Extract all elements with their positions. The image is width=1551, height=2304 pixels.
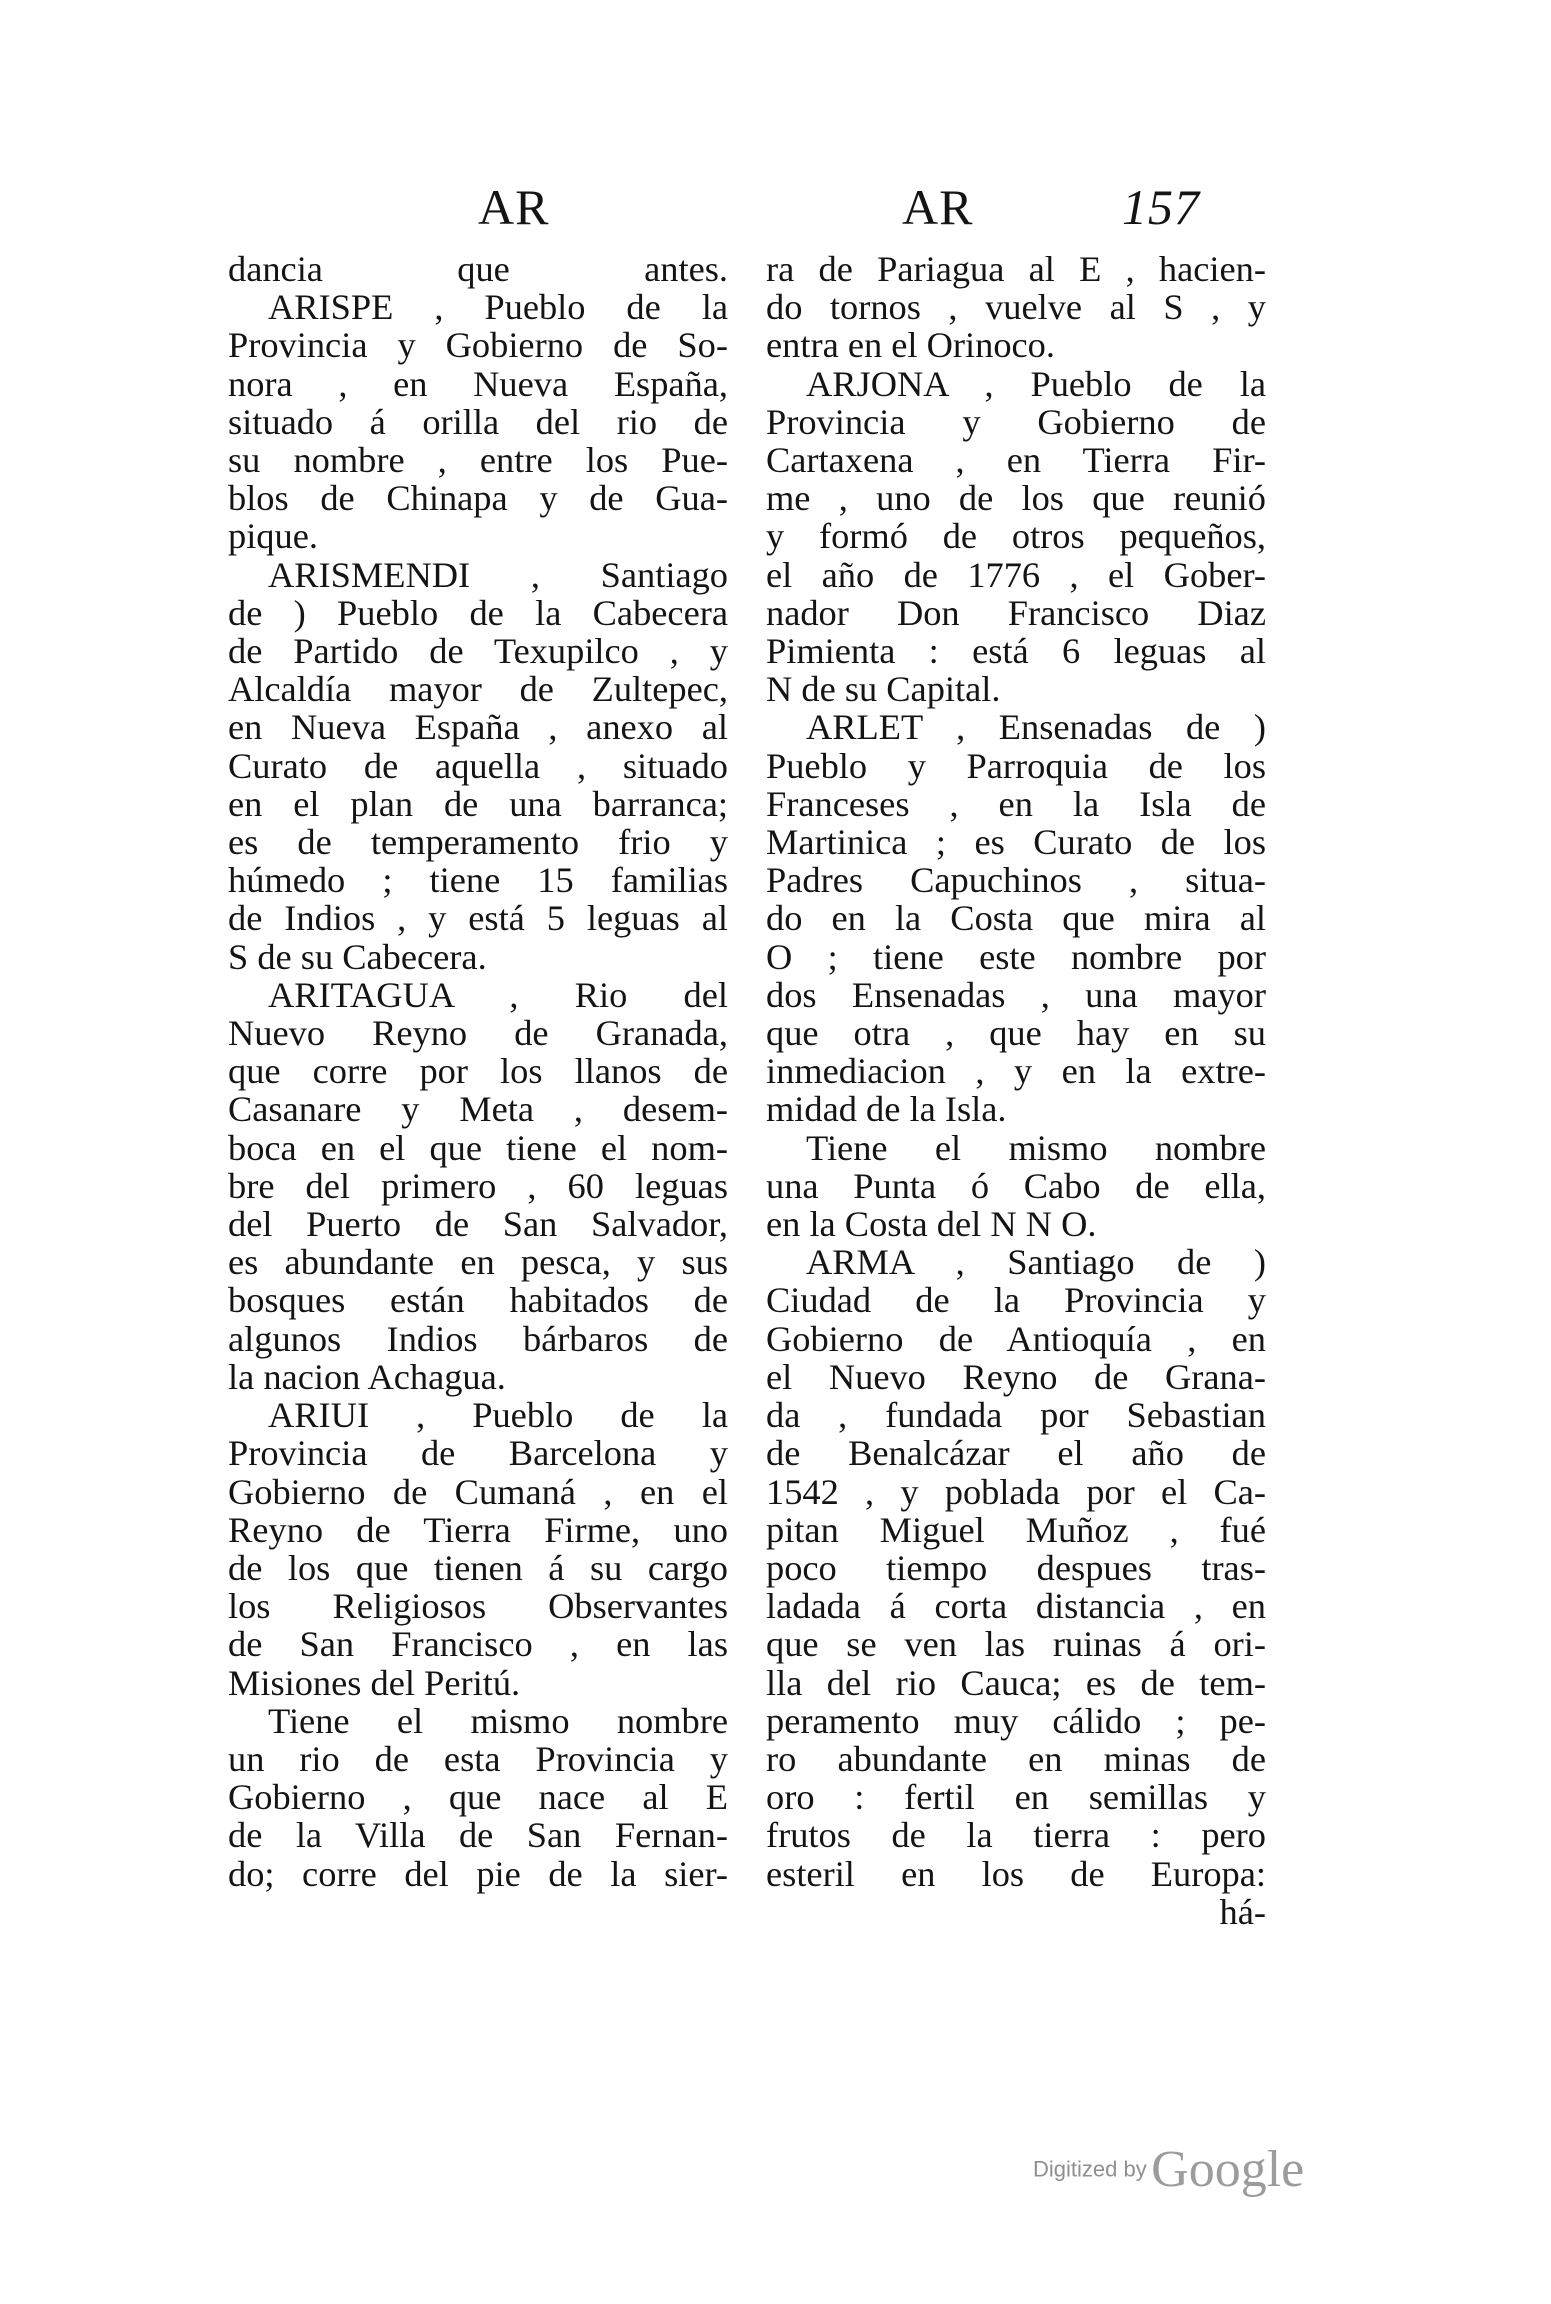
text-line: que se ven las ruinas á ori- [766,1624,1266,1665]
text-line: do tornos , vuelve al S , y [766,287,1266,328]
text-line: ladada á corta distancia , en [766,1586,1266,1627]
text-line: es abundante en pesca, y sus [228,1242,728,1283]
text-line: Pimienta : está 6 leguas al [766,631,1266,672]
text-line: oro : fertil en semillas y [766,1777,1266,1818]
text-line: algunos Indios bárbaros de [228,1318,728,1359]
text-line: el Nuevo Reyno de Grana- [766,1356,1266,1397]
text-line: ARIUI , Pueblo de la [268,1395,728,1436]
text-line: Gobierno , que nace al E [228,1777,728,1818]
text-line: da , fundada por Sebastian [766,1395,1266,1436]
text-line: N de su Capital. [766,669,1001,710]
text-line: Gobierno de Antioquía , en [766,1318,1266,1359]
text-line: blos de Chinapa y de Gua- [228,478,728,519]
text-line: S de su Cabecera. [228,936,487,977]
running-head-right: AR [902,179,974,235]
text-line: ARISPE , Pueblo de la [268,287,728,328]
running-head-left: AR [478,179,550,235]
page-number: 157 [1122,179,1200,235]
text-line: nora , en Nueva España, [228,363,728,404]
text-line: entra en el Orinoco. [766,325,1055,366]
text-line: peramento muy cálido ; pe- [766,1700,1266,1741]
text-line: de Indios , y está 5 leguas al [228,898,728,939]
text-line: ro abundante en minas de [766,1738,1266,1779]
text-line: que otra , que hay en su [766,1013,1266,1054]
text-line: en el plan de una barranca; [228,783,728,824]
text-line: Martinica ; es Curato de los [766,822,1266,863]
text-line: Pueblo y Parroquia de los [766,745,1266,786]
watermark-prefix: Digitized by [1033,2156,1147,2182]
text-line: Provincia y Gobierno de [766,401,1266,442]
text-line: frutos de la tierra : pero [766,1815,1266,1856]
text-line: y formó de otros pequeños, [766,516,1266,557]
digitized-watermark [1033,2140,1304,2199]
text-line: de Partido de Texupilco , y [228,631,728,672]
text-line: dos Ensenadas , una mayor [766,974,1266,1015]
text-line: Padres Capuchinos , situa- [766,860,1266,901]
text-line: Franceses , en la Isla de [766,783,1266,824]
text-line: es de temperamento frio y [228,822,728,863]
text-line: ARLET , Ensenadas de ) [806,707,1266,748]
text-line: lla del rio Cauca; es de tem- [766,1662,1266,1703]
text-line: ARISMENDI , Santiago [268,554,728,595]
text-line: Nuevo Reyno de Granada, [228,1013,728,1054]
google-logo: Google [1151,2141,1305,2198]
text-line: pique. [228,516,318,557]
text-line: 1542 , y poblada por el Ca- [766,1471,1266,1512]
text-line: en la Costa del N N O. [766,1204,1097,1245]
text-line: Cartaxena , en Tierra Fir- [766,440,1266,481]
text-line: ARMA , Santiago de ) [806,1242,1266,1283]
text-line: el año de 1776 , el Gober- [766,554,1266,595]
text-line: situado á orilla del rio de [228,401,728,442]
text-line: en Nueva España , anexo al [228,707,728,748]
text-line: de la Villa de San Fernan- [228,1815,728,1856]
text-line: de San Francisco , en las [228,1624,728,1665]
text-line: Misiones del Peritú. [228,1662,521,1703]
text-line: los Religiosos Observantes [228,1586,728,1627]
text-line: su nombre , entre los Pue- [228,440,728,481]
text-line: poco tiempo despues tras- [766,1547,1266,1588]
text-line: me , uno de los que reunió [766,478,1266,519]
text-line: que corre por los llanos de [228,1051,728,1092]
text-line: de ) Pueblo de la Cabecera [228,592,728,633]
text-line: bre del primero , 60 leguas [228,1165,728,1206]
text-line: dancia que antes. [228,249,728,289]
text-line: de los que tienen á su cargo [228,1547,728,1588]
text-line: Alcaldía mayor de Zultepec, [228,669,728,710]
text-line: pitan Miguel Muñoz , fué [766,1509,1266,1550]
text-line: una Punta ó Cabo de ella, [766,1165,1266,1206]
text-line: O ; tiene este nombre por [766,936,1266,977]
text-line: ra de Pariagua al E , hacien- [766,249,1266,289]
text-line: nador Don Francisco Diaz [766,592,1266,633]
left-column [228,250,728,1893]
text-line: ARJONA , Pueblo de la [806,363,1266,404]
text-line: Tiene el mismo nombre [268,1700,728,1741]
text-line: boca en el que tiene el nom- [228,1127,728,1168]
text-line: húmedo ; tiene 15 familias [228,860,728,901]
text-line: midad de la Isla. [766,1089,1007,1130]
right-column [766,250,1266,1931]
text-line: Ciudad de la Provincia y [766,1280,1266,1321]
text-line: un rio de esta Provincia y [228,1738,728,1779]
text-line: Casanare y Meta , desem- [228,1089,728,1130]
text-line: do en la Costa que mira al [766,898,1266,939]
text-line: de Benalcázar el año de [766,1433,1266,1474]
text-line: ARITAGUA , Rio del [268,974,728,1015]
text-line: do; corre del pie de la sier- [228,1853,728,1894]
text-line: bosques están habitados de [228,1280,728,1321]
text-line: del Puerto de San Salvador, [228,1204,728,1245]
text-line: Provincia de Barcelona y [228,1433,728,1474]
text-line: inmediacion , y en la extre- [766,1051,1266,1092]
text-line: esteril en los de Europa: [766,1853,1266,1894]
text-line: Curato de aquella , situado [228,745,728,786]
text-line: la nacion Achagua. [228,1356,506,1397]
text-line: Gobierno de Cumaná , en el [228,1471,728,1512]
text-line: Tiene el mismo nombre [806,1127,1266,1168]
catchword: há- [1219,1891,1266,1932]
text-line: Reyno de Tierra Firme, uno [228,1509,728,1550]
text-line: Provincia y Gobierno de So- [228,325,728,366]
